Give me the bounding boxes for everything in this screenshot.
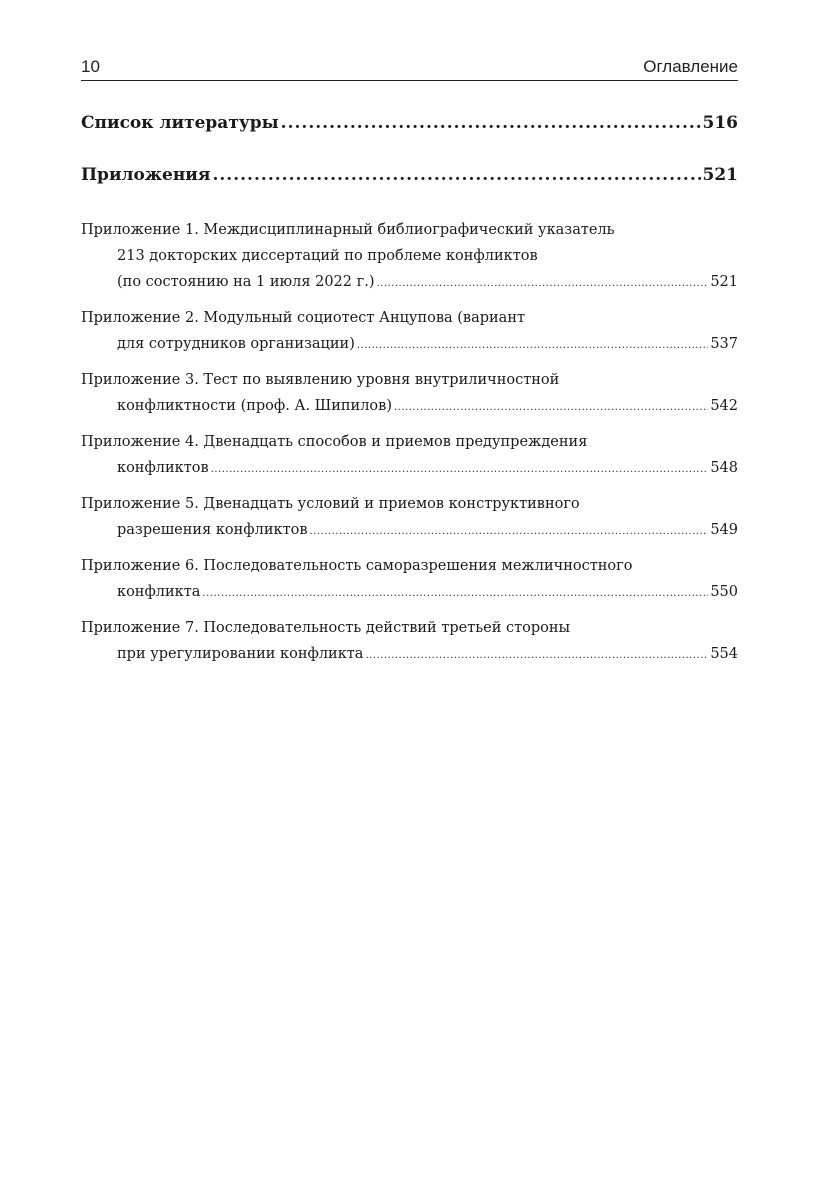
dot-leader: [310, 519, 709, 545]
toc-entry-bibliography[interactable]: [81, 113, 738, 145]
toc-appendix-1[interactable]: [81, 217, 738, 297]
toc-appendix-6[interactable]: [81, 553, 738, 607]
toc-entry-title: Приложения: [81, 165, 211, 185]
dot-leader: [211, 457, 709, 483]
toc-entry-title-line: (по состоянию на 1 июля 2022 г.): [117, 274, 375, 290]
dot-leader: [376, 271, 708, 297]
toc-appendix-7[interactable]: [81, 615, 738, 669]
toc-entry-title-line: конфликта: [117, 584, 201, 600]
toc-entry-title-line: Приложение 3. Тест по выявлению уровня внутриличностной: [81, 372, 560, 388]
toc-appendix-3[interactable]: [81, 367, 738, 421]
toc-entry-page: 542: [710, 398, 738, 414]
dot-leader: [202, 581, 708, 607]
toc-appendix-4[interactable]: [81, 429, 738, 483]
toc-entry-page: 554: [710, 646, 738, 662]
toc-appendix-2[interactable]: [81, 305, 738, 359]
toc-entry-title-line: Приложение 4. Двенадцать способов и приемов предупреждения: [81, 434, 588, 450]
toc-entry-title-line: конфликтности (проф. А. Шипилов): [117, 398, 392, 414]
dot-leader: [357, 333, 708, 359]
toc-entry-page: 537: [710, 336, 738, 352]
toc-entry-title-line: 213 докторских диссертаций по проблеме конфликтов: [117, 248, 538, 264]
toc-entry-page: 521: [710, 274, 738, 290]
toc-entry-title-line: Приложение 6. Последовательность саморазрешения межличностного: [81, 558, 633, 574]
page-header: [81, 56, 738, 81]
toc-entry-page: 521: [702, 165, 738, 185]
dot-leader: [212, 165, 700, 185]
toc-entry-title-line: Приложение 5. Двенадцать условий и приемов конструктивного: [81, 496, 580, 512]
toc-entry-title-line: при урегулировании конфликта: [117, 646, 364, 662]
running-title: Оглавление: [643, 57, 738, 76]
toc-entry-title-line: для сотрудников организации): [117, 336, 355, 352]
toc-entry-page: 548: [710, 460, 738, 476]
toc-entry-page: 516: [702, 113, 738, 133]
toc-entry-title-line: Приложение 1. Междисциплинарный библиографический указатель: [81, 222, 615, 238]
toc-entry-title-line: Приложение 7. Последовательность действий третьей стороны: [81, 620, 571, 636]
dot-leader: [281, 113, 701, 133]
toc-entry-appendices[interactable]: [81, 165, 738, 197]
dot-leader: [394, 395, 708, 421]
page-number: 10: [81, 57, 100, 76]
dot-leader: [365, 643, 708, 669]
toc-entry-title-line: разрешения конфликтов: [117, 522, 308, 538]
toc-entry-title-line: конфликтов: [117, 460, 209, 476]
toc-entry-title-line: Приложение 2. Модульный социотест Анцупова (вариант: [81, 310, 526, 326]
toc-entry-title: Список литературы: [81, 113, 279, 133]
toc-appendix-5[interactable]: [81, 491, 738, 545]
table-of-contents: [81, 113, 738, 677]
toc-entry-page: 550: [710, 584, 738, 600]
toc-entry-page: 549: [710, 522, 738, 538]
